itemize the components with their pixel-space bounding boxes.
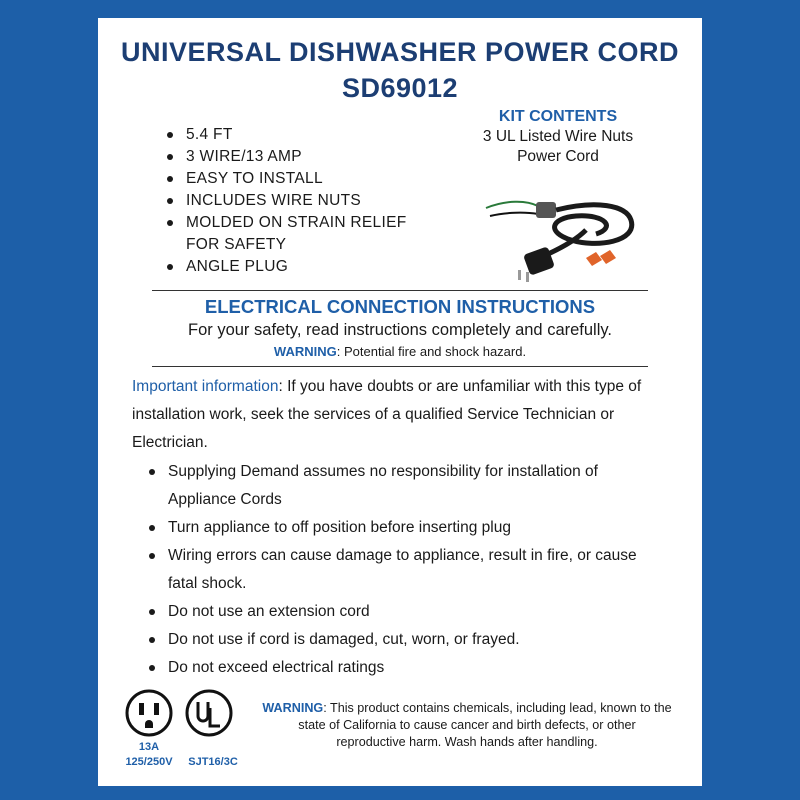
feature-item: 3 WIRE/13 AMP [164,146,424,168]
important-text: : If you have doubts or are unfamiliar with this type of installation work, seek the services of a qualified Service Technician or Electrician. [132,378,642,451]
feature-item: 5.4 FT [164,124,424,146]
warning-line [112,343,688,361]
instruction-item: Supplying Demand assumes no responsibility for installation of Appliance Cords [148,458,668,514]
feature-item: MOLDED ON STRAIN RELIEF FOR SAFETY [164,212,424,256]
warning-label: WARNING [262,701,324,715]
page-title [112,34,688,106]
feature-list [164,124,424,278]
feature-item: ANGLE PLUG [164,256,424,278]
section-heading: ELECTRICAL CONNECTION INSTRUCTIONS [204,296,596,317]
feature-item: INCLUDES WIRE NUTS [164,190,424,212]
title-line-2: SD69012 [341,73,459,103]
instruction-item: Wiring errors can cause damage to appliance, result in fire, or cause fatal shock. [148,542,668,598]
kit-item: Power Cord [517,148,599,165]
kit-heading: KIT CONTENTS [498,108,618,125]
instruction-item: Do not use an extension cord [148,598,668,626]
important-info [132,373,672,457]
warning-text: : This product contains chemicals, including lead, known to the state of California to cause cancer and birth defects, or other reproductive harm. Wash hands after handling. [298,701,672,749]
rating-amps-volts [112,740,186,770]
power-cord-image [476,170,646,290]
title-line-1: UNIVERSAL DISHWASHER POWER CORD [120,37,680,67]
feature-item: EASY TO INSTALL [164,168,424,190]
prop65-warning [262,700,672,751]
important-label: Important information [132,378,279,395]
instruction-item: Do not exceed electrical ratings [148,654,668,682]
rating-amps: 13A [138,741,160,753]
safety-line: For your safety, read instructions completely and carefully. [188,321,612,339]
outlet-icon [124,688,174,738]
border-top [0,0,800,18]
instruction-list [148,458,668,682]
kit-contents [448,107,668,167]
label-card [112,18,688,786]
divider [152,290,648,291]
divider [152,366,648,367]
warning-label: WARNING [273,344,337,359]
instruction-item: Turn appliance to off position before inserting plug [148,514,668,542]
instruction-item: Do not use if cord is damaged, cut, worn, or frayed. [148,626,668,654]
border-right [702,0,800,800]
border-left [0,0,98,800]
warning-text: : Potential fire and shock hazard. [336,344,527,359]
rating-volts: 125/250V [125,756,173,768]
border-bottom [0,786,800,800]
rating-cord-type: SJT16/3C [188,756,238,768]
kit-item: 3 UL Listed Wire Nuts [482,128,634,145]
ul-listed-icon [184,688,234,738]
